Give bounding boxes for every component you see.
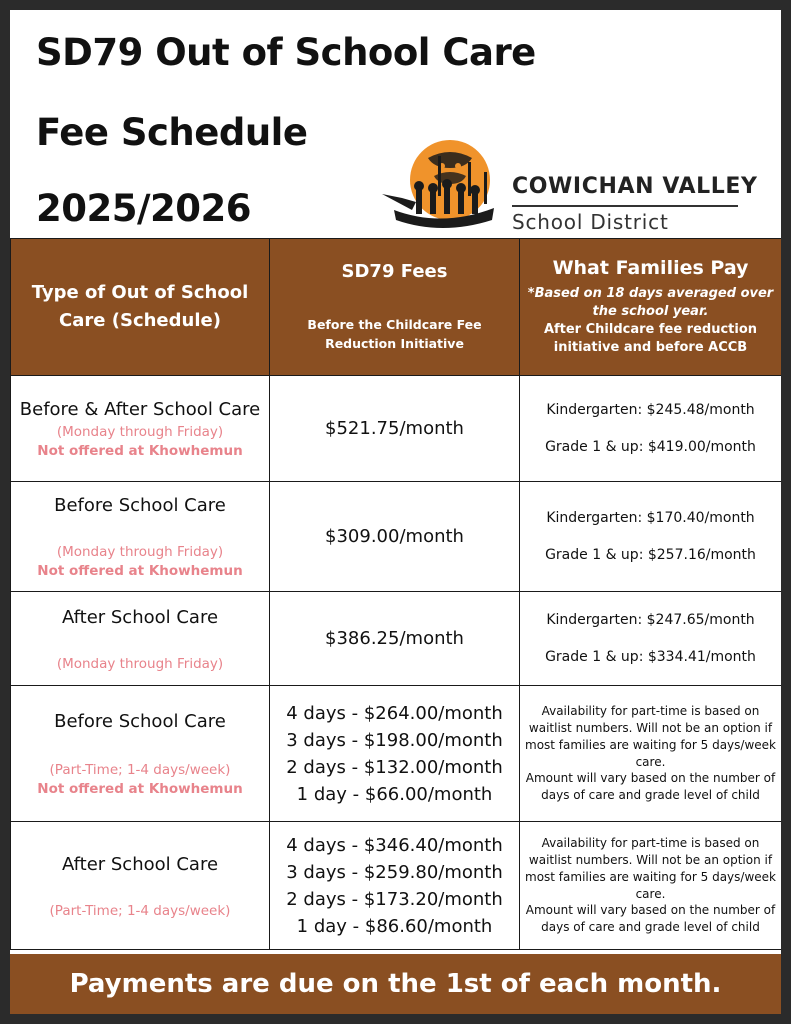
part-time-availability-note: Availability for part-time is based on waitlist numbers. Will not be an option if most families are waiting for 5 days/week care. xyxy=(525,704,776,769)
fee-line: 3 days - $259.80/month xyxy=(286,861,503,883)
header-sd79-fees xyxy=(270,239,520,376)
care-type-cell xyxy=(11,482,270,592)
families-pay-cell xyxy=(520,686,782,822)
fee-schedule-page xyxy=(10,10,781,1014)
table-row xyxy=(11,482,782,592)
care-availability-note: Not offered at Khowhemun xyxy=(37,443,243,459)
families-pay-cell xyxy=(520,592,782,686)
page-title-line1: SD79 Out of School Care xyxy=(36,31,536,74)
care-type-cell xyxy=(11,686,270,822)
header-families-pay xyxy=(520,239,782,376)
fee-line: 1 day - $66.00/month xyxy=(296,783,493,805)
header-families-pay-basis: *Based on 18 days averaged over the school year. xyxy=(527,285,774,319)
table-header-row xyxy=(11,239,782,376)
care-schedule: (Monday through Friday) xyxy=(56,424,224,441)
header-care-type-label: Type of Out of School Care (Schedule) xyxy=(31,282,249,331)
header-families-pay-title: What Families Pay xyxy=(552,256,749,279)
grade1-fee: Grade 1 & up: $334.41/month xyxy=(545,648,756,665)
care-schedule: (Monday through Friday) xyxy=(56,544,224,561)
care-type-label: After School Care xyxy=(61,853,219,875)
fee-line: 2 days - $132.00/month xyxy=(286,756,503,778)
sd79-fee-value: $309.00/month xyxy=(325,526,464,547)
care-schedule: (Part-Time; 1-4 days/week) xyxy=(49,902,231,919)
care-type-cell xyxy=(11,822,270,950)
table-row xyxy=(11,376,782,482)
care-schedule: (Part-Time; 1-4 days/week) xyxy=(49,762,231,779)
header-sd79-fees-sub: Before the Childcare Fee Reduction Initiative xyxy=(307,316,482,351)
header-care-type xyxy=(11,239,270,376)
care-type-cell xyxy=(11,592,270,686)
amount-variation-note: Amount will vary based on the number of days of care and grade level of child xyxy=(525,903,776,935)
kindergarten-fee: Kindergarten: $247.65/month xyxy=(546,611,755,628)
cowichan-emblem-icon xyxy=(372,136,512,244)
sd79-fee-cell xyxy=(270,686,520,822)
table-row xyxy=(11,592,782,686)
table-row xyxy=(11,686,782,822)
payment-due-banner: Payments are due on the 1st of each month. xyxy=(10,954,781,1014)
sd79-fee-value: $386.25/month xyxy=(325,628,464,649)
kindergarten-fee: Kindergarten: $170.40/month xyxy=(546,509,755,526)
fee-table xyxy=(10,238,781,950)
care-type-label: Before School Care xyxy=(54,711,226,733)
families-pay-cell xyxy=(520,376,782,482)
fee-line: 1 day - $86.60/month xyxy=(296,915,493,937)
care-type-label: Before School Care xyxy=(54,495,226,517)
part-time-availability-note: Availability for part-time is based on waitlist numbers. Will not be an option if most families are waiting for 5 days/week care. xyxy=(525,836,776,901)
care-schedule: (Monday through Friday) xyxy=(56,655,224,672)
sd79-fee-cell xyxy=(270,376,520,482)
page-title-line2: Fee Schedule xyxy=(36,111,308,154)
fee-line: 2 days - $173.20/month xyxy=(286,888,503,910)
care-type-cell xyxy=(11,376,270,482)
sd79-fee-value: $521.75/month xyxy=(325,418,464,439)
fee-line: 4 days - $264.00/month xyxy=(286,702,503,724)
fee-line: 3 days - $198.00/month xyxy=(286,729,503,751)
care-type-label: Before & After School Care xyxy=(19,399,261,421)
families-pay-cell xyxy=(520,822,782,950)
logo-name: COWICHAN VALLEY xyxy=(512,174,758,199)
care-availability-note: Not offered at Khowhemun xyxy=(37,563,243,579)
families-pay-cell xyxy=(520,482,782,592)
care-type-label: After School Care xyxy=(61,606,219,628)
logo-subtitle: School District xyxy=(512,210,669,234)
header-families-pay-sub: After Childcare fee reduction initiative and before ACCB xyxy=(543,322,758,356)
sd79-fee-cell xyxy=(270,822,520,950)
sd79-fee-cell xyxy=(270,592,520,686)
grade1-fee: Grade 1 & up: $419.00/month xyxy=(545,438,756,455)
page-title-year: 2025/2026 xyxy=(36,187,251,230)
kindergarten-fee: Kindergarten: $245.48/month xyxy=(546,401,755,418)
logo-divider xyxy=(512,205,738,207)
fee-line: 4 days - $346.40/month xyxy=(286,834,503,856)
sd79-fee-cell xyxy=(270,482,520,592)
amount-variation-note: Amount will vary based on the number of days of care and grade level of child xyxy=(525,771,776,803)
header-sd79-fees-title: SD79 Fees xyxy=(341,260,448,282)
care-availability-note: Not offered at Khowhemun xyxy=(37,781,243,797)
grade1-fee: Grade 1 & up: $257.16/month xyxy=(545,546,756,563)
table-row xyxy=(11,822,782,950)
school-district-logo xyxy=(372,136,758,244)
